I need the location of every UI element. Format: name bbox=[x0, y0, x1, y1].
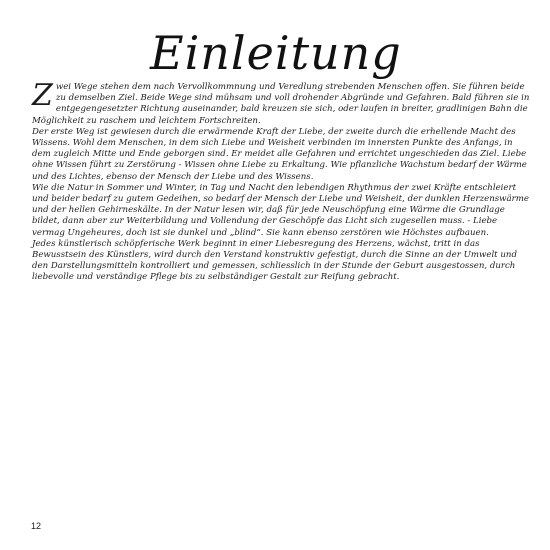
page-number: 12 bbox=[31, 521, 42, 531]
paragraph-text: Wie die Natur in Sommer und Winter, in Tag und Nacht den lebendigen Rhythmus der zwei Kräfte entschleiert und beider bedarf zu gutem Gedeihen, so bedarf der Mensch der Liebe und Weisheit, der dunklen Herzenswärme und der hellen Gehirneskälte. In der Natur lesen wir, daß für jede Neuschöpfung eine Wärme die Grundlage bildet, dann aber zur Weiterbildung und Vollendung der Geschöpfe das Licht sich zugesellen muss. - Liebe vermag Ungeheures, doch ist sie dunkel und „blind“. Sie kann ebenso zerstören wie Höchstes aufbauen. bbox=[32, 182, 529, 238]
paragraph-1 bbox=[32, 78, 530, 127]
paragraph-text: wei Wege stehen dem nach Vervollkommnung und Veredlung strebenden Menschen offen. Sie führen beide zu demselben Ziel. Beide Wege sind mühsam und voll drohender Abgründe und Gefahren. Bald führen sie in entgegengesetzter Richtung auseinander, bald kreuzen sie sich, oder laufen in breiter, gradlinigen Bahn die Möglichkeit zu raschem und leichtem Fortschreiten. bbox=[32, 82, 530, 126]
paragraph-text: Der erste Weg ist gewiesen durch die erwärmende Kraft der Liebe, der zweite durch die erhellende Macht des Wissens. Wohl dem Menschen, in dem sich Liebe und Weisheit verbinden im innersten Punkte des Anfangs, in dem zugleich Mitte und Ende geborgen sind. Er meidet alle Gefahren und errichtet ungeschieden das Ziel. Liebe ohne Wissen führt zu Zerstörung - Wissen ohne Liebe zu Erkaltung. Wie pflanzliche Wachstum bedarf der Wärme und des Lichtes, ebenso der Mensch der Liebe und des Wissens. bbox=[32, 126, 527, 182]
paragraph-4 bbox=[32, 239, 530, 284]
body-text bbox=[32, 78, 530, 284]
paragraph-2 bbox=[32, 127, 530, 183]
paragraph-3 bbox=[32, 183, 530, 239]
drop-cap: Z bbox=[32, 78, 53, 113]
page-title: Einleitung bbox=[150, 26, 402, 80]
paragraph-text: Jedes künstlerisch schöpferische Werk beginnt in einer Liebesregung des Herzens, wächst, tritt in das Bewusstsein des Künstlers, wird durch den Verstand konstruktiv gefestigt, durch die Sinne an der Umwelt und den Darstellungsmitteln kontrolliert und gemessen, schliesslich in der Stunde der Geburt ausgestossen, durch liebevolle und verständige Pflege bis zu selbständiger Gestalt zur Reifung gebracht. bbox=[32, 238, 517, 283]
